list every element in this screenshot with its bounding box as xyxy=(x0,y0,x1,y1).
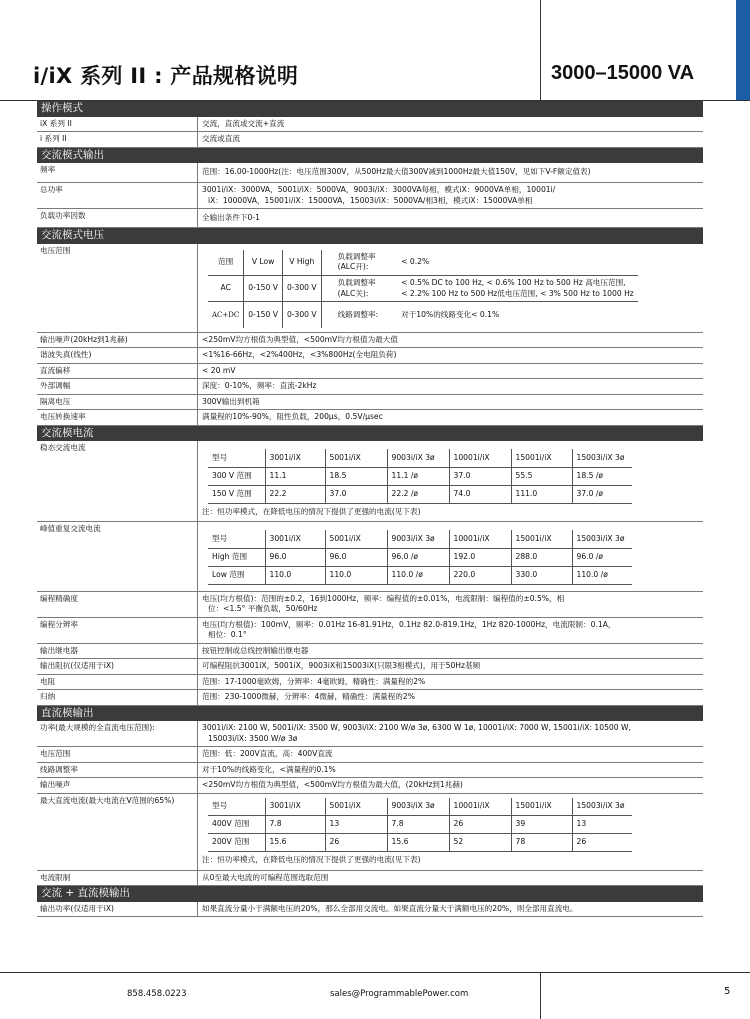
cell: 15.6 xyxy=(265,834,325,852)
cell: 400V 范围 xyxy=(208,816,265,834)
acdc-vhigh: 0-300 V xyxy=(282,302,321,328)
col-9003: 9003i/iX 3ø xyxy=(387,798,449,816)
row-value: 按钮控制或总线控制输出继电器 xyxy=(202,645,309,655)
row-value: 交流，直流或交流+直流 xyxy=(202,118,285,128)
cell: 96.0 xyxy=(325,548,387,566)
table-row xyxy=(37,721,703,747)
table-row xyxy=(37,348,703,364)
table-row xyxy=(37,592,703,618)
row-label: 线路调整率 xyxy=(37,763,198,778)
row-label: i 系列 II xyxy=(37,132,198,147)
section-ac-dc-output: 交流 + 直流模输出 xyxy=(37,886,703,902)
cell: 7.8 xyxy=(265,816,325,834)
table-row xyxy=(37,902,703,918)
max-dc-current-table xyxy=(208,798,632,853)
cell: 288.0 xyxy=(511,548,572,566)
row-value: 如果直流分量小于满额电压的20%，那么全部用交流电。如果直流分量大于满额电压的20%，则全部用直流电。 xyxy=(202,903,578,913)
table-row xyxy=(37,690,703,706)
col-3001: 3001i/iX xyxy=(265,798,325,816)
row-value xyxy=(198,183,703,208)
cell: 110.0 /ø xyxy=(572,566,632,584)
row-value: 对于10%的线路变化，<满量程的0.1% xyxy=(202,764,336,774)
table-header-row xyxy=(208,798,632,816)
cell: 96.0 xyxy=(265,548,325,566)
footer-phone: 858.458.0223 xyxy=(127,989,187,999)
cell: 11.1 /ø xyxy=(387,467,449,485)
col-range: 范围 xyxy=(208,250,244,276)
cell: 37.0 xyxy=(449,467,511,485)
table-row xyxy=(37,747,703,763)
section-ac-output: 交流模式输出 xyxy=(37,148,703,164)
col-10001: 10001i/iX xyxy=(449,449,511,467)
section-ac-voltage: 交流模式电压 xyxy=(37,228,703,244)
table-header-row xyxy=(208,449,632,467)
row-value xyxy=(198,592,703,617)
cell: High 范围 xyxy=(208,548,265,566)
cell: 13 xyxy=(572,816,632,834)
row-value: 范围：17-1000毫欧姆，分辨率：4毫欧姆，精确性：满量程的2% xyxy=(202,676,426,686)
max-dc-current-cell xyxy=(198,794,703,870)
row-value-line: 3001i/iX: 2100 W, 5001i/iX: 3500 W, 9003i/iX: 2100 W/ø 3ø, 6300 W 1ø, 10001i/iX: 7000 W, 15001i/iX: 10500 W, xyxy=(202,723,631,732)
range-ac: AC xyxy=(208,276,244,302)
value-line: < 2.2% 100 Hz to 500 Hz低电压范围, < 3% 500 Hz to 1000 Hz xyxy=(401,288,634,298)
table-row xyxy=(37,410,703,426)
table-row xyxy=(37,379,703,395)
spec-table xyxy=(37,101,703,917)
cell: 11.1 xyxy=(265,467,325,485)
voltage-range-table xyxy=(208,250,638,328)
footer-rule xyxy=(0,972,750,973)
row-value: <250mV均方根值为典型值，<500mV均方根值为最大值，(20kHz到1兆赫) xyxy=(202,780,463,789)
line-reg-label: 线路调整率: xyxy=(337,309,379,319)
power-range-label: 3000–15000 VA xyxy=(551,62,695,84)
row-label: 输出噪声 xyxy=(37,778,198,793)
col-15001: 15001i/iX xyxy=(511,530,572,548)
cell: 7.8 xyxy=(387,816,449,834)
load-reg-alc-on-value: < 0.2% xyxy=(397,250,638,276)
cell: 37.0 /ø xyxy=(572,485,632,503)
cell: 26 xyxy=(572,834,632,852)
table-row xyxy=(37,871,703,887)
table-row xyxy=(37,659,703,675)
col-5001: 5001i/iX xyxy=(325,449,387,467)
cell: 74.0 xyxy=(449,485,511,503)
load-reg-alc-off-label: 负载调整率 (ALC关): xyxy=(321,276,397,302)
row-label: 峰值重复交流电流 xyxy=(37,522,198,591)
col-10001: 10001i/iX xyxy=(449,798,511,816)
table-header-row xyxy=(208,530,632,548)
row-value: 可编程阻抗3001iX，5001iX，9003iX和15003iX(只限3相模式)，用于50Hz基频 xyxy=(202,661,481,670)
col-15001: 15001i/iX xyxy=(511,449,572,467)
cell: 15.6 xyxy=(387,834,449,852)
row-label: 编程精确度 xyxy=(37,592,198,617)
cell: 330.0 xyxy=(511,566,572,584)
row-label: 功率(最大规模的全直流电压范围): xyxy=(37,721,198,746)
row-label: 直流偏移 xyxy=(37,364,198,379)
footer-email: sales@ProgrammablePower.com xyxy=(330,989,469,999)
row-value-line: 15003i/iX: 3500 W/ø 3ø xyxy=(208,733,298,743)
row-label: iX 系列 II xyxy=(37,117,198,132)
col-model: 型号 xyxy=(208,798,265,816)
col-9003: 9003i/iX 3ø xyxy=(387,530,449,548)
footer-divider xyxy=(540,972,541,1019)
row-label: 外部调幅 xyxy=(37,379,198,394)
cell: 18.5 /ø xyxy=(572,467,632,485)
table-row xyxy=(208,467,632,485)
row-value-line: 3001i/iX：3000VA，5001i/iX：5000VA，9003i/iX：3000VA每相，模式iX：9000VA单相，10001i/ xyxy=(202,185,556,194)
col-15003: 15003i/iX 3ø xyxy=(572,449,632,467)
steady-current-table xyxy=(208,449,632,504)
row-label: 电压范围 xyxy=(37,244,198,332)
row-value: < 20 mV xyxy=(202,365,236,375)
table-row xyxy=(37,333,703,349)
note-text: 注：恒功率模式，在降低电压的情况下提供了更强的电流(见下表) xyxy=(202,855,421,864)
col-10001: 10001i/iX xyxy=(449,530,511,548)
row-label: 电流限制 xyxy=(37,871,198,886)
row-label: 输出噪声(20kHz到1兆赫) xyxy=(37,333,198,348)
col-5001: 5001i/iX xyxy=(325,530,387,548)
cell: 22.2 /ø xyxy=(387,485,449,503)
row-value: <250mV均方根值为典型值，<500mV均方根值为最大值 xyxy=(202,334,398,344)
col-15001: 15001i/iX xyxy=(511,798,572,816)
row-label: 电压范围 xyxy=(37,747,198,762)
row-value: 满量程的10%-90%，阻性负载，200μs，0.5V/μsec xyxy=(202,412,383,421)
row-label: 总功率 xyxy=(37,183,198,208)
row-label: 频率 xyxy=(37,163,198,182)
col-5001: 5001i/iX xyxy=(325,798,387,816)
table-row xyxy=(37,209,703,228)
row-value xyxy=(198,618,703,643)
cell: 18.5 xyxy=(325,467,387,485)
row-value: 范围：16.00-1000Hz(注：电压范围300V，从500Hz最大值300V减到1000Hz最大值150V，见如下V-F额定值表) xyxy=(202,167,591,176)
row-label: 谐波失真(线性) xyxy=(37,348,198,363)
page-title: i/iX 系列 II : 产品规格说明 xyxy=(33,64,299,88)
cell: 78 xyxy=(511,834,572,852)
cell: 55.5 xyxy=(511,467,572,485)
row-value: 范围：230-1000微赫，分辨率：4微赫，精确性：满量程的2% xyxy=(202,692,415,701)
table-row xyxy=(37,163,703,183)
col-model: 型号 xyxy=(208,530,265,548)
page-number: 5 xyxy=(724,986,731,997)
cell: 22.2 xyxy=(265,485,325,503)
row-label: 输出功率(仅适用于iX) xyxy=(37,902,198,917)
voltage-range-table-cell xyxy=(198,244,703,332)
row-value-line: 电压(均方根值)：范围的±0.2，16到1000Hz，频率：编程值的±0.01%，电流限制：编程值的±0.5%，相 xyxy=(202,593,565,603)
row-label: 归纳 xyxy=(37,690,198,705)
table-row xyxy=(37,763,703,779)
cell: 192.0 xyxy=(449,548,511,566)
cell: 26 xyxy=(325,834,387,852)
cell: 37.0 xyxy=(325,485,387,503)
table-row xyxy=(37,618,703,644)
table-row xyxy=(37,395,703,411)
load-reg-alc-on-label: 负载调整率 (ALC开): xyxy=(321,250,397,276)
table-row xyxy=(208,816,632,834)
table-row xyxy=(37,364,703,380)
brand-color-bar xyxy=(736,0,750,100)
row-value xyxy=(198,721,703,746)
section-operating-mode: 操作模式 xyxy=(37,101,703,117)
steady-current-cell xyxy=(198,441,703,521)
row-label: 输出阻抗(仅适用于iX) xyxy=(37,659,198,674)
peak-current-cell xyxy=(198,522,703,591)
cell: 52 xyxy=(449,834,511,852)
row-value-line: 位：<1.5° 平衡负载，50/60Hz xyxy=(208,604,318,613)
peak-current-table xyxy=(208,530,632,585)
cell: 96.0 /ø xyxy=(387,548,449,566)
table-row xyxy=(37,117,703,133)
table-row xyxy=(208,485,632,503)
table-row xyxy=(37,441,703,522)
col-vhigh: V High xyxy=(282,250,321,276)
row-label: 负载功率因数 xyxy=(37,209,198,227)
ac-vlow: 0-150 V xyxy=(244,276,283,302)
cell: 26 xyxy=(449,816,511,834)
row-label: 编程分辨率 xyxy=(37,618,198,643)
section-dc-output: 直流模输出 xyxy=(37,706,703,722)
row-value: 全输出条件下0-1 xyxy=(202,213,260,222)
acdc-vlow: 0-150 V xyxy=(244,302,283,328)
row-value: 300V输出到机箱 xyxy=(202,396,260,406)
table-row xyxy=(208,566,632,584)
load-reg-alc-off-value xyxy=(397,276,638,302)
row-value-line: 相位：0.1° xyxy=(208,630,247,639)
table-row xyxy=(37,778,703,794)
col-15003: 15003i/iX 3ø xyxy=(572,798,632,816)
table-row xyxy=(208,548,632,566)
table-row xyxy=(37,794,703,871)
table-row xyxy=(37,675,703,691)
row-value: 从0至最大电流的可编程范围选取范围 xyxy=(202,872,329,882)
cell: 39 xyxy=(511,816,572,834)
row-label: 输出继电器 xyxy=(37,644,198,659)
col-vlow: V Low xyxy=(244,250,283,276)
ac-vhigh: 0-300 V xyxy=(282,276,321,302)
table-row xyxy=(37,183,703,209)
note-text: 注：恒功率模式，在降低电压的情况下提供了更强的电流(见下表) xyxy=(202,506,421,516)
row-value-line: 电压(均方根值)：100mV，频率：0.01Hz 16-81.91Hz，0.1Hz 82.0-819.1Hz，1Hz 820-1000Hz，电流限制：0.1A， xyxy=(202,619,616,629)
section-ac-current: 交流模电流 xyxy=(37,426,703,442)
cell: 96.0 /ø xyxy=(572,548,632,566)
col-model: 型号 xyxy=(208,449,265,467)
range-acdc: AC+DC xyxy=(208,302,244,328)
row-label: 隔离电压 xyxy=(37,395,198,410)
cell: 150 V 范围 xyxy=(208,485,265,503)
col-3001: 3001i/iX xyxy=(265,449,325,467)
row-label: 电阻 xyxy=(37,675,198,690)
cell: Low 范围 xyxy=(208,566,265,584)
row-label: 稳态交流电流 xyxy=(37,441,198,521)
cell: 200V 范围 xyxy=(208,834,265,852)
row-label: 电压转换速率 xyxy=(37,410,198,425)
col-3001: 3001i/iX xyxy=(265,530,325,548)
table-row xyxy=(37,244,703,333)
cell: 110.0 /ø xyxy=(387,566,449,584)
row-value: 深度：0-10%，频率：直流-2kHz xyxy=(202,381,317,390)
table-row xyxy=(37,522,703,592)
row-value: 范围：低：200V直流，高：400V直流 xyxy=(202,749,333,758)
cell: 110.0 xyxy=(325,566,387,584)
table-row xyxy=(37,132,703,148)
header-divider xyxy=(540,0,541,101)
table-row xyxy=(208,834,632,852)
row-label: 最大直流电流(最大电流在V范围的65%) xyxy=(37,794,198,870)
col-15003: 15003i/iX 3ø xyxy=(572,530,632,548)
row-value: 交流或直流 xyxy=(202,134,240,143)
value-line: < 0.5% DC to 100 Hz, < 0.6% 100 Hz to 500 Hz 高电压范围, xyxy=(401,278,626,287)
cell: 300 V 范围 xyxy=(208,467,265,485)
col-9003: 9003i/iX 3ø xyxy=(387,449,449,467)
cell: 110.0 xyxy=(265,566,325,584)
cell: 220.0 xyxy=(449,566,511,584)
row-value: <1%16-66Hz，<2%400Hz，<3%800Hz(全电阻负荷) xyxy=(202,350,397,359)
cell: 111.0 xyxy=(511,485,572,503)
table-row xyxy=(37,644,703,660)
cell: 13 xyxy=(325,816,387,834)
line-reg-value: 对于10%的线路变化< 0.1% xyxy=(401,309,500,319)
row-value-line: iX：10000VA，15001i/iX：15000VA，15003i/iX：5000VA/相3相，模式iX：15000VA单相 xyxy=(208,195,533,205)
